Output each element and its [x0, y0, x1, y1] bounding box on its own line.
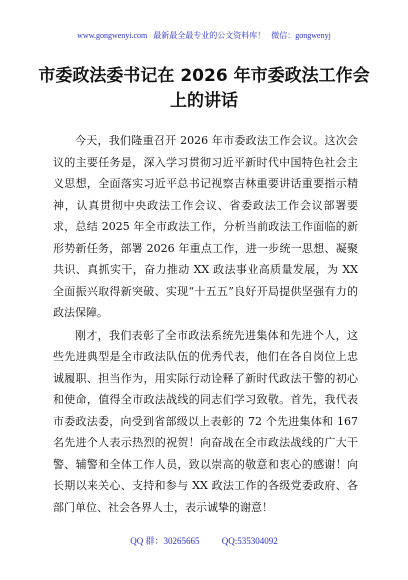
paragraph: 刚才，我们表彰了全市政法系统先进集体和先进个人，这些先进典型是全市政法队伍的优秀代表，他们在各自岗位上忠诚履职、担当作为，用实际行动诠释了新时代政法干警的初心和使命，值得全市政法战线的同志们学习致敬。首先，我代表市委政法委，向受到省部级以上表彰的 72 个先进集体和 167 名先进个人表示热烈的祝贺！向奋战在全市政法战线的广大干警、辅警和全体工作人员，致以崇高的敬意和衷心的感谢！向长期以来关心、支持和参与 XX 政法工作的各级党委政府、各部门单位、社会各界人士，表示诚挚的谢意！ — [53, 328, 358, 514]
footer-qq-group: QQ 群：30265665 — [130, 536, 200, 546]
document-body — [53, 130, 358, 518]
page-header — [0, 30, 408, 41]
document-title: 市委政法委书记在 2026 年市委政法工作会上的讲话 — [38, 66, 370, 111]
paragraph: 今天，我们隆重召开 2026 年市委政法工作会议。这次会议的主要任务是，深入学习贯彻习近平新时代中国特色社会主义思想，全面落实习近平总书记视察吉林重要讲话重要指示精神，认真贯彻中央政法工作会议、省委政法工作会议部署要求，总结 2025 年全市政法工作，分析当前政法工作面临的新形势新任务，部署 2026 年重点工作，进一步统一思想、凝聚共识、真抓实干，奋力推动 XX 政法事业高质量发展，为 XX 全面振兴取得新突破、实现“十五五”良好开局提供坚强有力的政法保障。 — [53, 134, 358, 319]
page-footer — [0, 534, 408, 547]
header-slogan: 最新最全最专业的公文资料库！ — [153, 31, 266, 40]
header-site-link[interactable]: www.gongwenyi.com — [77, 31, 148, 40]
header-wechat: 微信：gongwenyj — [271, 31, 331, 40]
footer-qq: QQ:535304092 — [221, 536, 278, 546]
